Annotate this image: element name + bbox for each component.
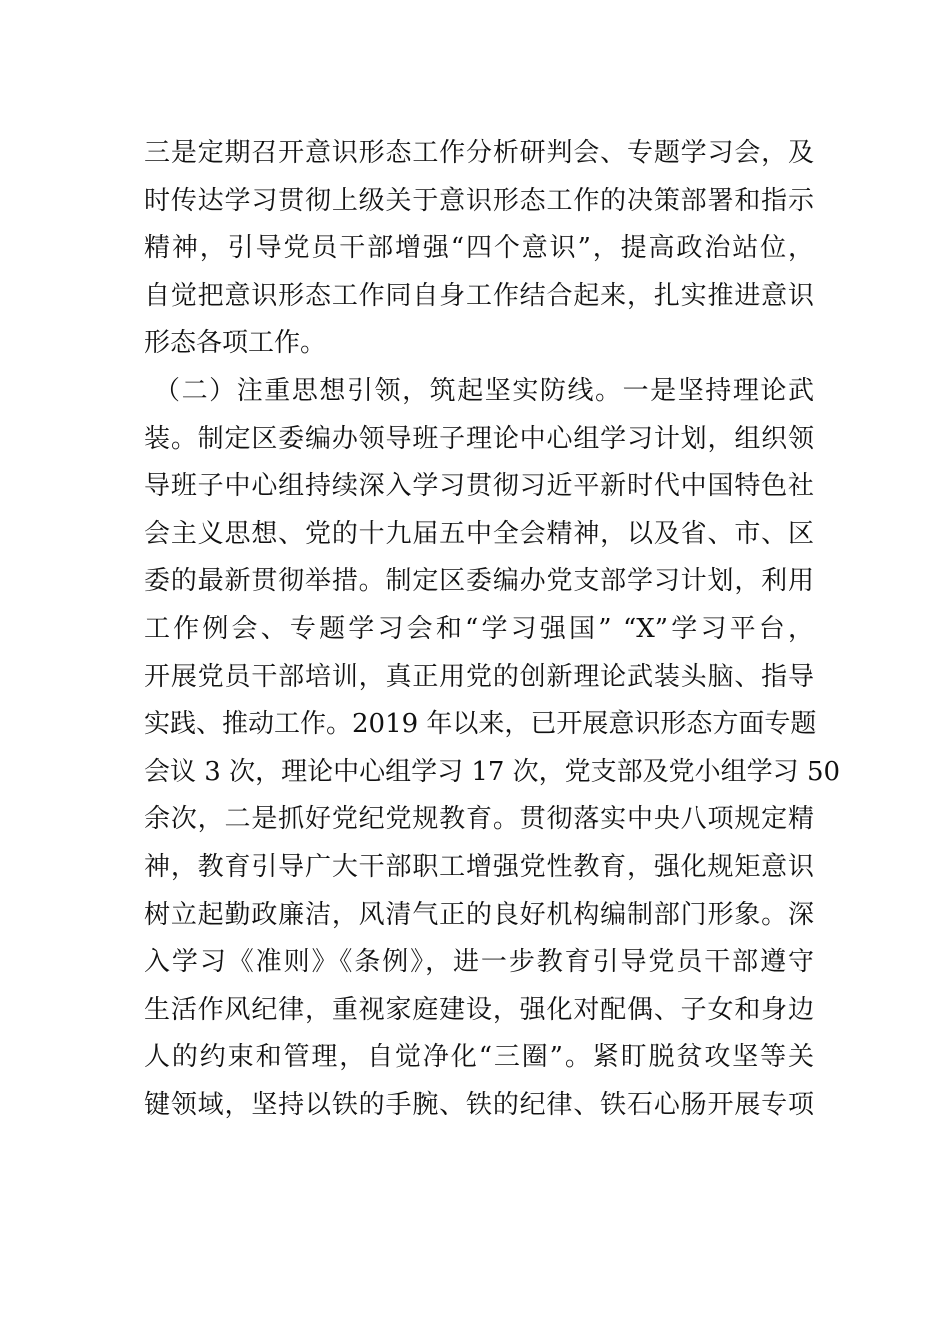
text-line: 装。制定区委编办领导班子理论中心组学习计划，组织领 [144, 423, 814, 454]
text-line: 工作例会、专题学习会和“学习强国” “X”学习平台， [144, 613, 814, 644]
text-line: 自觉把意识形态工作同自身工作结合起来，扎实推进意识 [144, 280, 814, 311]
text-line: 键领域，坚持以铁的手腕、铁的纪律、铁石心肠开展专项 [144, 1089, 814, 1120]
text-line: 会议 3 次，理论中心组学习 17 次，党支部及党小组学习 50 [144, 756, 841, 787]
text-line: 神，教育引导广大干部职工增强党性教育，强化规矩意识 [144, 851, 814, 882]
text-line: 生活作风纪律，重视家庭建设，强化对配偶、子女和身边 [144, 994, 814, 1025]
text-line: 余次，二是抓好党纪党规教育。贯彻落实中央八项规定精 [144, 804, 814, 835]
text-line: 入学习《准则》《条例》，进一步教育引导党员干部遵守 [144, 947, 814, 978]
body-text [144, 130, 841, 1129]
text-line: 三是定期召开意识形态工作分析研判会、专题学习会，及 [144, 138, 814, 168]
section-heading-line: （二）注重思想引领，筑起坚实防线。一是坚持理论武 [154, 375, 814, 406]
text-line: 树立起勤政廉洁，风清气正的良好机构编制部门形象。深 [144, 899, 814, 930]
text-line: 人的约束和管理，自觉净化“三圈”。紧盯脱贫攻坚等关 [144, 1042, 814, 1073]
text-line: 委的最新贯彻举措。制定区委编办党支部学习计划，利用 [144, 566, 814, 597]
text-line: 精神，引导党员干部增强“四个意识”，提高政治站位， [144, 233, 814, 264]
text-line: 实践、推动工作。2019 年以来，已开展意识形态方面专题 [144, 709, 817, 740]
text-line: 导班子中心组持续深入学习贯彻习近平新时代中国特色社 [144, 471, 814, 502]
text-line: 会主义思想、党的十九届五中全会精神，以及省、市、区 [144, 518, 814, 549]
text-line: 形态各项工作。 [144, 328, 327, 359]
text-line: 开展党员干部培训，真正用党的创新理论武装头脑、指导 [144, 661, 814, 692]
text-line: 时传达学习贯彻上级关于意识形态工作的决策部署和指示 [144, 185, 814, 216]
